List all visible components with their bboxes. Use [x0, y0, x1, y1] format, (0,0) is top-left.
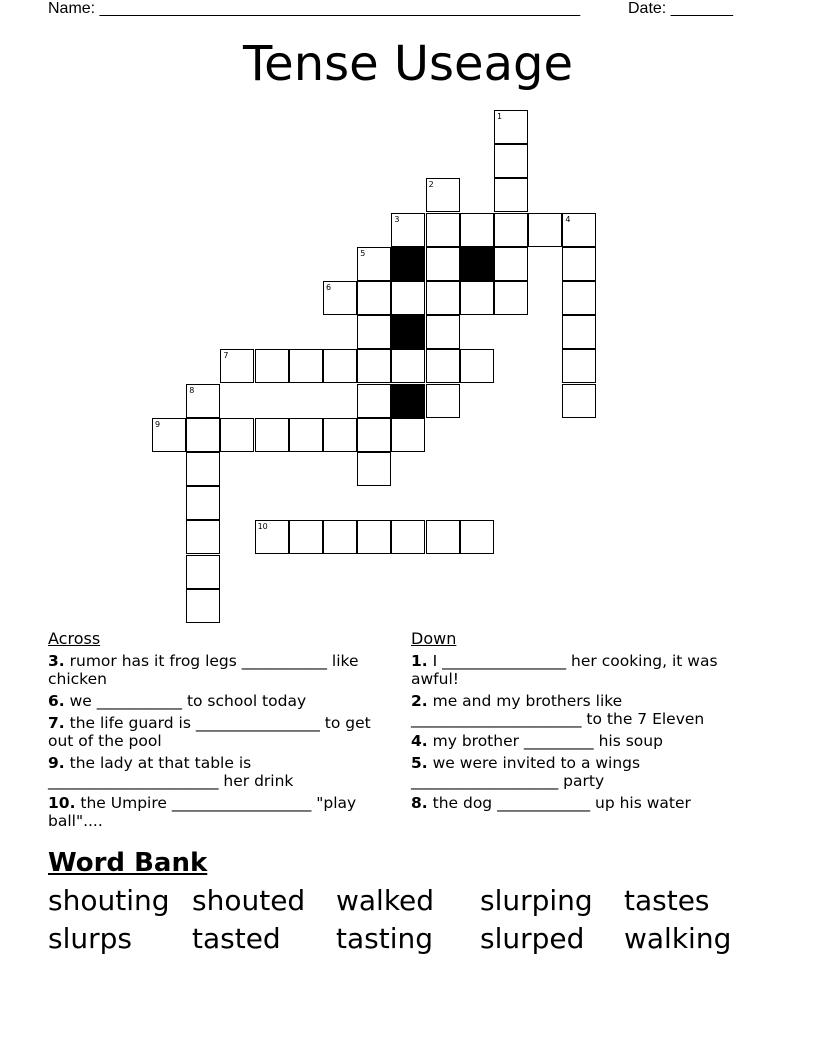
word-bank-word: walking: [624, 922, 732, 955]
crossword-cell[interactable]: [494, 281, 528, 315]
word-bank-word: shouting: [48, 884, 170, 917]
crossword-cell[interactable]: [186, 452, 220, 486]
clue-number-label: 10: [257, 522, 268, 532]
word-bank-title: Word Bank: [48, 848, 208, 878]
across-heading: Across: [48, 629, 101, 648]
crossword-cell[interactable]: [186, 589, 220, 623]
clue-number-label: 5: [360, 248, 366, 258]
crossword-cell[interactable]: [494, 247, 528, 281]
clue-across-9: [48, 754, 378, 790]
page-title: Tense Useage: [243, 36, 573, 92]
clue-number-label: 3: [394, 214, 400, 224]
clue-number: 8.: [411, 794, 428, 812]
crossword-cell[interactable]: [562, 384, 596, 418]
word-bank-word: tasting: [336, 922, 434, 955]
crossword-cell[interactable]: [357, 349, 391, 383]
clue-number: 3.: [48, 652, 65, 670]
crossword-cell[interactable]: [152, 418, 186, 452]
clue-number-label: 4: [565, 214, 571, 224]
crossword-cell[interactable]: [357, 520, 391, 554]
crossword-cell[interactable]: [357, 247, 391, 281]
word-bank-word: tastes: [624, 884, 710, 917]
clue-number-label: 2: [428, 180, 434, 190]
crossword-cell[interactable]: [255, 418, 289, 452]
crossword-cell[interactable]: [426, 281, 460, 315]
crossword-cell[interactable]: [494, 178, 528, 212]
crossword-cell[interactable]: [562, 349, 596, 383]
crossword-cell[interactable]: [323, 281, 357, 315]
clue-number: 1.: [411, 652, 428, 670]
word-bank-word: slurped: [480, 922, 585, 955]
word-bank-word: walked: [336, 884, 435, 917]
crossword-cell[interactable]: [186, 418, 220, 452]
crossword-cell[interactable]: [426, 520, 460, 554]
crossword-cell[interactable]: [357, 452, 391, 486]
crossword-cell[interactable]: [357, 281, 391, 315]
crossword-cell[interactable]: [426, 213, 460, 247]
crossword-cell[interactable]: [494, 144, 528, 178]
crossword-cell[interactable]: [426, 315, 460, 349]
date-field-label[interactable]: Date: _______: [628, 0, 733, 17]
crossword-cell[interactable]: [528, 213, 562, 247]
clue-down-4: [411, 732, 766, 750]
crossword-cell[interactable]: [186, 486, 220, 520]
clue-number-label: 6: [326, 283, 332, 292]
crossword-cell[interactable]: [562, 281, 596, 315]
clue-down-2: [411, 692, 766, 728]
clue-down-5: [411, 754, 766, 790]
clue-number: 4.: [411, 732, 428, 750]
clue-number-label: 9: [155, 419, 161, 429]
crossword-cell[interactable]: [426, 247, 460, 281]
word-bank-word: shouted: [192, 884, 306, 917]
clue-number-label: 7: [223, 351, 229, 361]
word-bank-word: slurps: [48, 922, 132, 955]
crossword-cell[interactable]: [220, 349, 254, 383]
crossword-cell[interactable]: [357, 384, 391, 418]
clue-number-label: 1: [497, 112, 503, 121]
crossword-cell[interactable]: [289, 349, 323, 383]
crossword-block-cell: [391, 384, 425, 418]
crossword-cell[interactable]: [323, 418, 357, 452]
crossword-cell[interactable]: [460, 520, 494, 554]
clue-text: I ________________ her cooking, it was awful!: [411, 652, 718, 688]
crossword-cell[interactable]: [562, 247, 596, 281]
name-field-label[interactable]: Name: ______________________________________________________: [48, 0, 581, 17]
crossword-cell[interactable]: [357, 315, 391, 349]
clue-down-1: [411, 652, 766, 688]
crossword-cell[interactable]: [357, 418, 391, 452]
crossword-cell[interactable]: [562, 315, 596, 349]
crossword-cell[interactable]: [562, 213, 596, 247]
crossword-cell[interactable]: [289, 520, 323, 554]
crossword-cell[interactable]: [426, 178, 460, 212]
crossword-cell[interactable]: [255, 349, 289, 383]
crossword-cell[interactable]: [391, 520, 425, 554]
crossword-cell[interactable]: [494, 110, 528, 144]
crossword-cell[interactable]: [460, 213, 494, 247]
across-clues: [48, 630, 378, 834]
crossword-cell[interactable]: [289, 418, 323, 452]
crossword-block-cell: [391, 315, 425, 349]
clue-number: 5.: [411, 754, 428, 772]
crossword-cell[interactable]: [186, 520, 220, 554]
crossword-cell[interactable]: [220, 418, 254, 452]
clue-text: the lady at that table is ______________________ her drink: [48, 754, 294, 790]
clue-text: me and my brothers like ______________________ to the 7 Eleven: [411, 692, 705, 728]
clue-text: we were invited to a wings ___________________ party: [411, 754, 641, 790]
crossword-cell[interactable]: [323, 520, 357, 554]
clue-text: rumor has it frog legs ___________ like chicken: [48, 652, 359, 688]
crossword-block-cell: [391, 247, 425, 281]
word-bank-word: tasted: [192, 922, 281, 955]
clue-text: the life guard is ________________ to get out of the pool: [48, 714, 371, 750]
clue-number: 2.: [411, 692, 428, 710]
crossword-block-cell: [460, 247, 494, 281]
clue-number: 6.: [48, 692, 65, 710]
crossword-cell[interactable]: [186, 555, 220, 589]
clue-text: we ___________ to school today: [69, 692, 307, 710]
crossword-cell[interactable]: [460, 281, 494, 315]
clue-text: the Umpire __________________ "play ball"....: [48, 794, 357, 830]
crossword-cell[interactable]: [426, 384, 460, 418]
crossword-cell[interactable]: [494, 213, 528, 247]
crossword-cell[interactable]: [255, 520, 289, 554]
crossword-cell[interactable]: [391, 418, 425, 452]
down-heading: Down: [411, 629, 457, 648]
word-bank-word: slurping: [480, 884, 593, 917]
clue-text: my brother _________ his soup: [432, 732, 663, 750]
clue-number: 10.: [48, 794, 76, 812]
crossword-cell[interactable]: [426, 349, 460, 383]
clue-number: 9.: [48, 754, 65, 772]
clue-across-10: [48, 794, 378, 830]
clue-across-6: [48, 692, 378, 710]
crossword-cell[interactable]: [391, 213, 425, 247]
clue-across-3: [48, 652, 378, 688]
clue-number: 7.: [48, 714, 65, 732]
down-clues: [411, 630, 766, 816]
clue-number-label: 8: [189, 385, 195, 395]
crossword-cell[interactable]: [323, 349, 357, 383]
clue-down-8: [411, 794, 766, 812]
clue-text: the dog ____________ up his water: [432, 794, 691, 812]
crossword-cell[interactable]: [460, 349, 494, 383]
clue-across-7: [48, 714, 378, 750]
crossword-cell[interactable]: [391, 281, 425, 315]
crossword-cell[interactable]: [186, 384, 220, 418]
crossword-cell[interactable]: [391, 349, 425, 383]
